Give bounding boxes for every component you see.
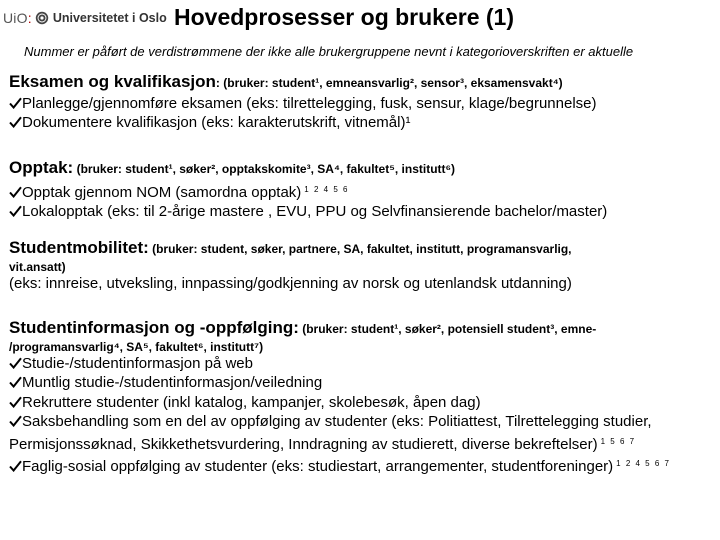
logo-uio-text: UiO: (3, 10, 32, 26)
checkmark-icon (9, 116, 22, 128)
list-item-text: Faglig-sosial oppfølging av studenter (eks: studiestart, arrangementer, studentforeninger) (22, 458, 614, 475)
page-subtitle: Nummer er påført de verdistrømmene der ikke alle brukergruppene nevnt i kategorioverskriften er aktuelle (24, 44, 634, 59)
checkmark-icon (9, 460, 22, 472)
list-item-text: Dokumentere kvalifikasjon (eks: karakterutskrift, vitnemål)¹ (22, 114, 411, 131)
list-item-text: Rekruttere studenter (inkl katalog, kampanjer, skolebesøk, åpen dag) (22, 393, 481, 411)
checkmark-icon (9, 415, 22, 427)
section-opptak (9, 158, 709, 222)
section-users: (bruker: student¹, søker², opptakskomite³, SA⁴, fakultet⁵, institutt⁶) (73, 162, 456, 176)
list-item-text: Lokalopptak (eks: til 2-årige mastere , EVU, PPU og Selvfinansierende bachelor/master) (22, 203, 608, 220)
list-item (9, 393, 709, 413)
list-item-text: Studie-/studentinformasjon på web (22, 354, 253, 372)
list-item-text: Permisjonssøknad, Skikkethetsvurdering, Inndragning av studierett, diverse bekreftelser) (9, 435, 598, 453)
section-heading-line (9, 72, 709, 94)
list-item (9, 180, 709, 203)
section-users: (bruker: student¹, søker², potensiell student³, emne- (298, 322, 597, 336)
checkmark-icon (9, 97, 22, 109)
list-item-continuation (9, 432, 709, 455)
list-item-text: Muntlig studie-/studentinformasjon/veiledning (22, 374, 323, 391)
section-informasjon (9, 318, 709, 477)
checkmark-icon (9, 376, 22, 388)
reference-numbers: 1 5 6 7 (600, 436, 636, 446)
list-item (9, 454, 709, 477)
uio-logo (3, 9, 167, 27)
section-heading: Eksamen og kvalifikasjon (9, 72, 216, 91)
university-seal-icon (35, 11, 49, 25)
logo-university-name: Universitetet i Oslo (52, 11, 167, 25)
list-item (9, 113, 709, 133)
section-heading: Studentinformasjon og -oppfølging: (9, 318, 299, 337)
checkmark-icon (9, 205, 22, 217)
section-users: : (bruker: student¹, emneansvarlig², sensor³, eksamensvakt⁴) (215, 76, 563, 90)
section-users: (bruker: student, søker, partnere, SA, fakultet, institutt, programansvarlig, (148, 242, 572, 256)
list-item-text: Opptak gjennom NOM (samordna opptak) (22, 183, 302, 201)
section-eksamen (9, 72, 709, 133)
list-item (9, 373, 709, 393)
checkmark-icon (9, 186, 22, 198)
section-mobilitet (9, 238, 709, 293)
section-heading-line (9, 318, 709, 340)
section-heading: Opptak: (9, 158, 74, 177)
section-users-continuation: vit.ansatt) (9, 259, 66, 274)
list-item (9, 354, 709, 374)
checkmark-icon (9, 396, 22, 408)
list-item-text: Saksbehandling som en del av oppfølging av studenter (eks: Politiattest, Tilrettelegging studier, (22, 413, 652, 430)
section-users-continuation: /programansvarlig⁴, SA⁵, fakultet⁶, institutt⁷) (9, 339, 264, 354)
reference-numbers: 1 2 4 5 6 (304, 184, 349, 194)
list-item (9, 94, 709, 114)
section-description: (eks: innreise, utveksling, innpassing/godkjenning av norsk og utenlandsk utdanning) (9, 274, 572, 292)
reference-numbers: 1 2 4 5 6 7 (616, 459, 671, 468)
list-item (9, 202, 709, 222)
checkmark-icon (9, 357, 22, 369)
list-item-text: Planlegge/gjennomføre eksamen (eks: tilrettelegging, fusk, sensur, klage/begrunnelse) (22, 94, 597, 112)
section-heading-line (9, 158, 709, 180)
page-title: Hovedprosesser og brukere (1) (174, 4, 515, 30)
section-heading: Studentmobilitet: (9, 238, 149, 257)
list-item (9, 412, 709, 432)
section-heading-line (9, 238, 709, 260)
